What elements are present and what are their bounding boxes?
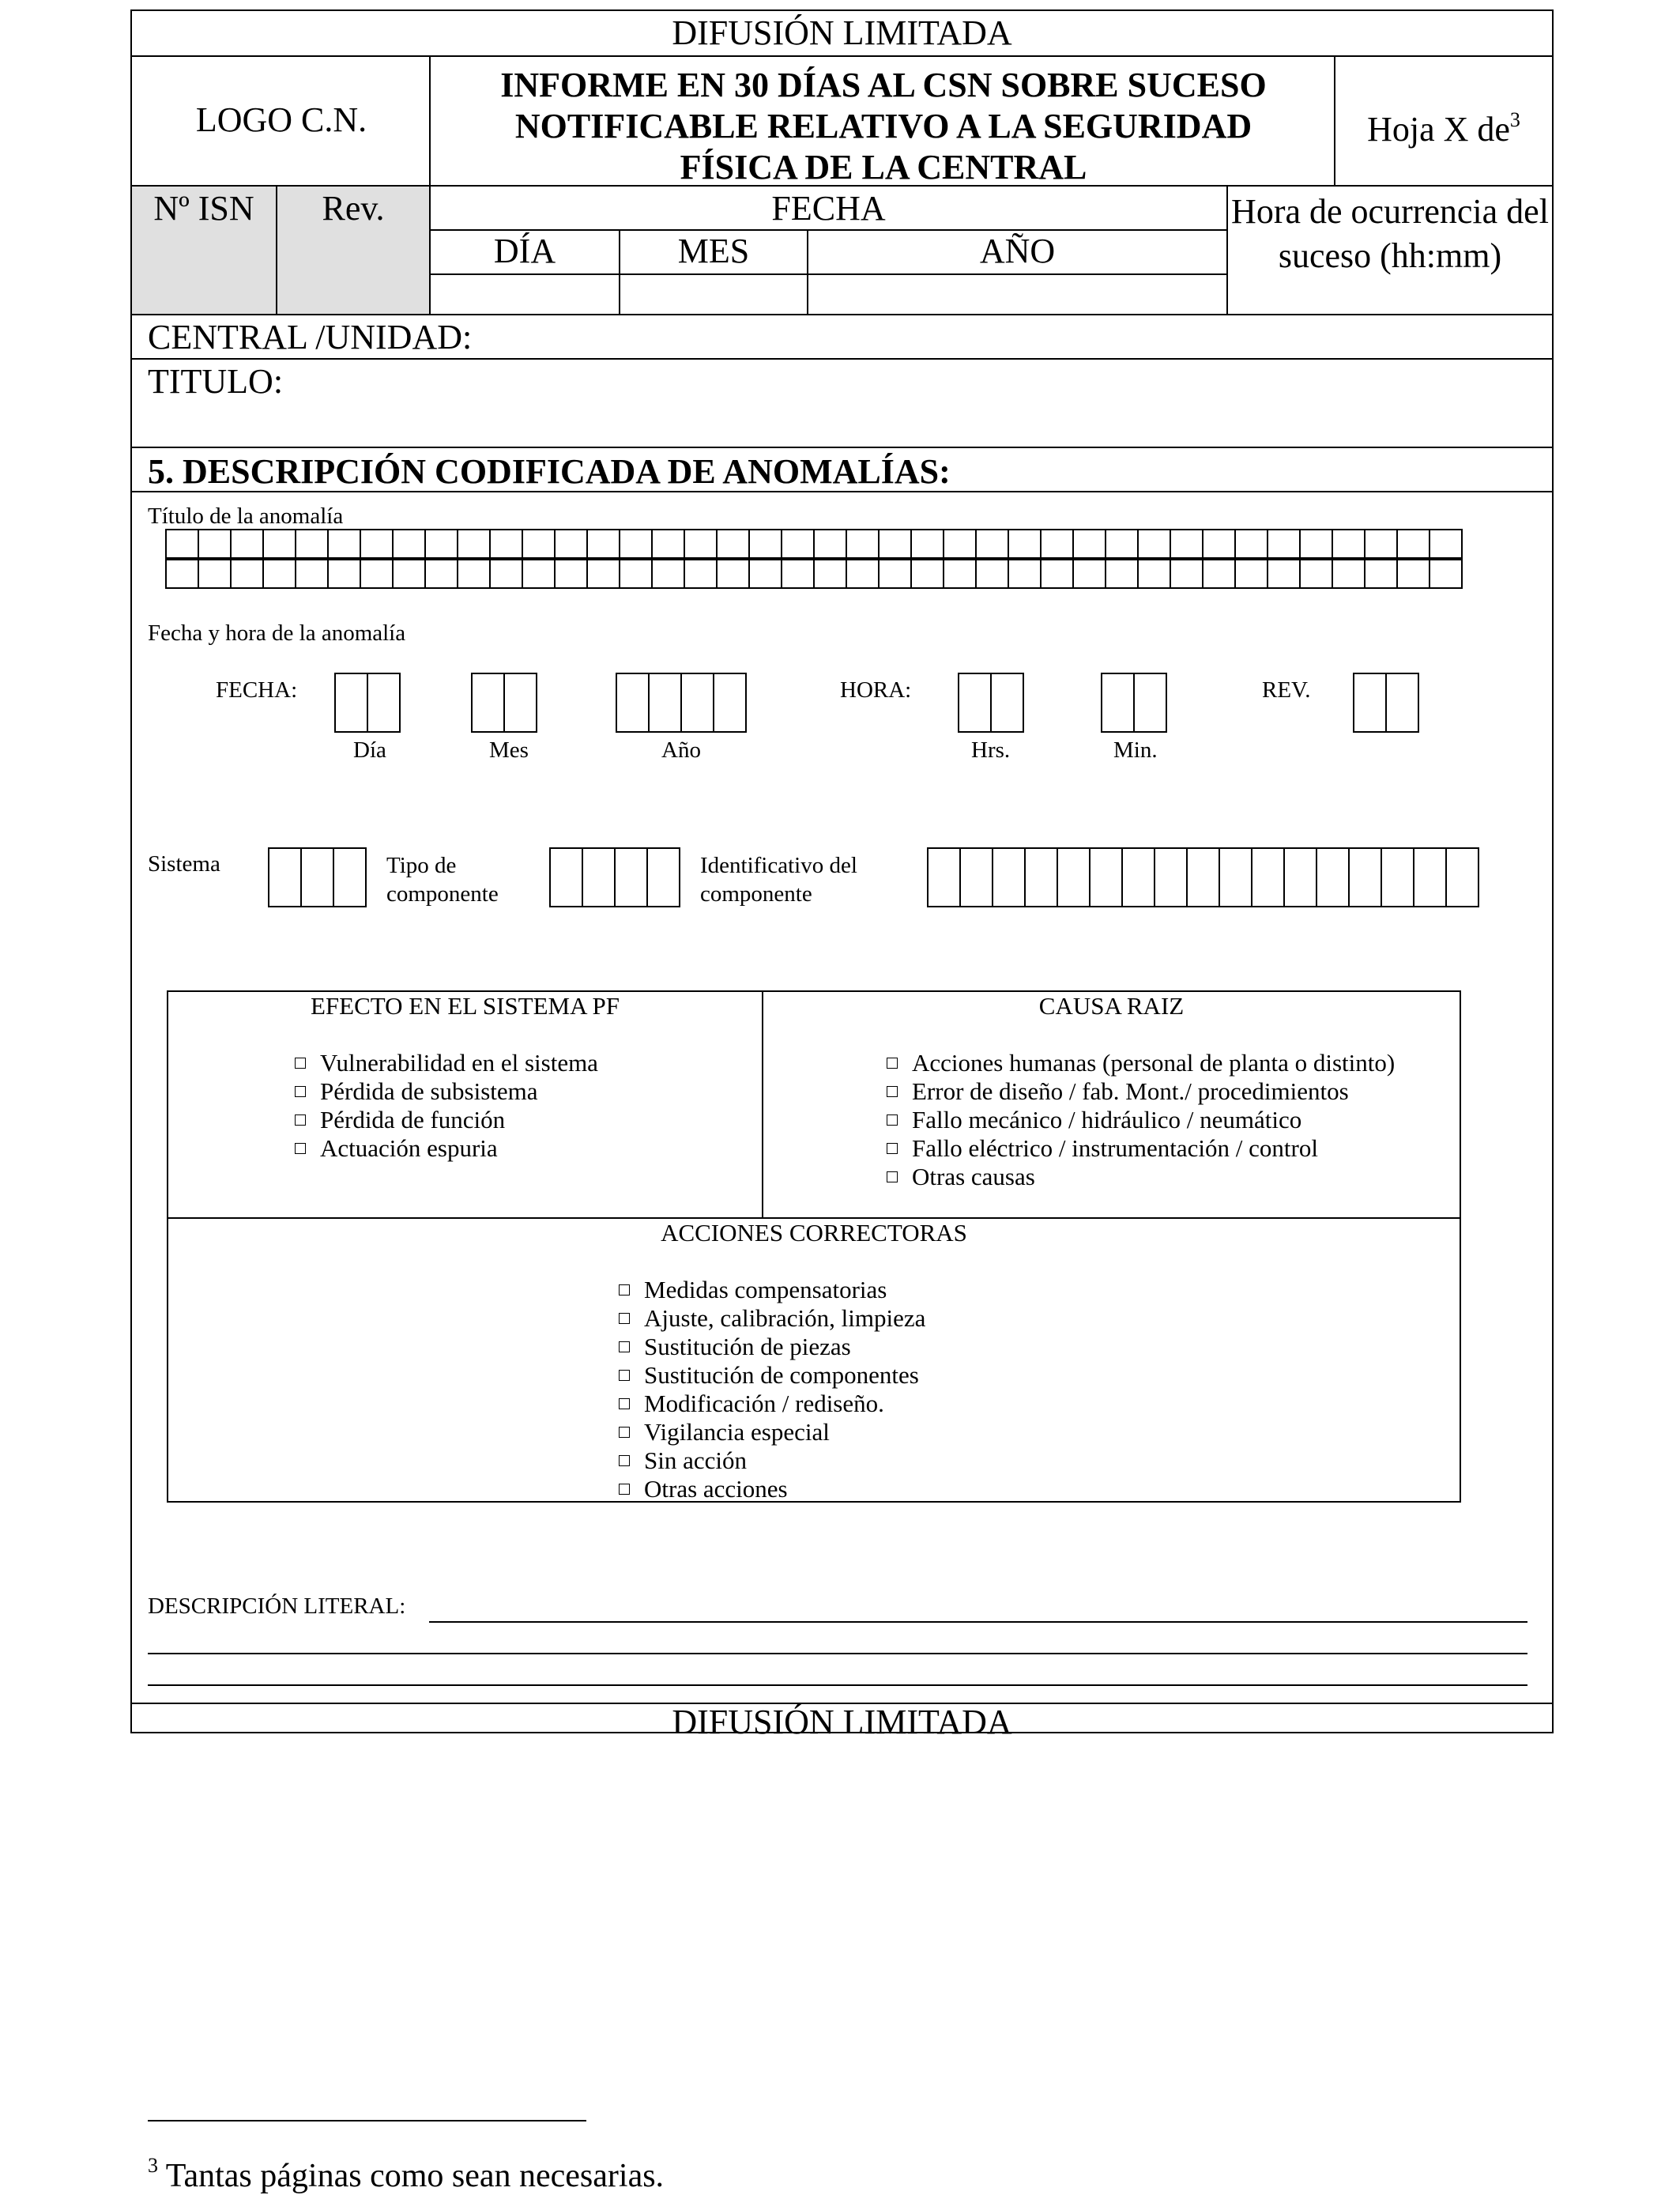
title-char-box[interactable]: [1137, 559, 1171, 589]
code-box[interactable]: [990, 673, 1024, 733]
code-box[interactable]: [503, 673, 537, 733]
title-char-box[interactable]: [813, 529, 847, 559]
code-box[interactable]: [614, 847, 648, 907]
rev-cell: [277, 187, 429, 314]
report-title-line2: NOTIFICABLE RELATIVO A LA SEGURIDAD: [514, 107, 1252, 145]
title-char-box[interactable]: [424, 529, 458, 559]
effect-heading: EFECTO EN EL SISTEMA PF: [311, 992, 620, 1020]
report-form: [130, 9, 1554, 1741]
distribution-bottom: DIFUSIÓN LIMITADA: [132, 1703, 1552, 1734]
title-char-box[interactable]: [586, 529, 620, 559]
checkbox-icon[interactable]: [619, 1341, 630, 1352]
rev-code-label: REV.: [1262, 677, 1311, 703]
central-row[interactable]: [132, 315, 1552, 360]
title-char-box[interactable]: [198, 529, 232, 559]
checkbox-icon[interactable]: [619, 1427, 630, 1438]
distribution-top: DIFUSIÓN LIMITADA: [672, 13, 1012, 52]
checkbox-icon[interactable]: [887, 1086, 898, 1097]
divider: [431, 229, 1226, 231]
ident-line2: componente: [700, 881, 812, 907]
cause-option-label: Error de diseño / fab. Mont./ procedimientos: [912, 1077, 1349, 1105]
title-char-box[interactable]: [1170, 559, 1203, 589]
title-char-box[interactable]: [1267, 529, 1301, 559]
tipo-line2: componente: [386, 881, 499, 907]
title-char-box[interactable]: [1234, 529, 1268, 559]
sheet-number: [1335, 101, 1552, 149]
mes-caption: Mes: [489, 737, 529, 763]
title-char-box[interactable]: [522, 559, 556, 589]
title-char-box[interactable]: [943, 529, 977, 559]
component-type-boxes[interactable]: [549, 847, 679, 907]
title-char-box[interactable]: [716, 559, 750, 589]
title-char-box[interactable]: [748, 529, 782, 559]
checkbox-icon[interactable]: [887, 1058, 898, 1069]
corrective-option-label: Ajuste, calibración, limpieza: [644, 1304, 926, 1332]
title-char-box[interactable]: [878, 559, 912, 589]
title-char-box[interactable]: [910, 529, 944, 559]
code-box[interactable]: [333, 847, 367, 907]
title-char-box[interactable]: [554, 559, 588, 589]
corrective-option[interactable]: [619, 1333, 925, 1361]
report-title-line3: FÍSICA DE LA CENTRAL: [680, 148, 1087, 187]
section-heading: 5. DESCRIPCIÓN CODIFICADA DE ANOMALÍAS:: [148, 452, 951, 491]
title-char-box[interactable]: [1137, 529, 1171, 559]
code-box[interactable]: [300, 847, 334, 907]
code-box[interactable]: [616, 673, 650, 733]
code-box[interactable]: [582, 847, 616, 907]
effect-options: [295, 1049, 598, 1163]
code-box[interactable]: [1353, 673, 1387, 733]
ident-line1: Identificativo del: [700, 853, 857, 878]
code-box[interactable]: [334, 673, 368, 733]
month-boxes[interactable]: [471, 673, 536, 733]
checkbox-icon[interactable]: [619, 1370, 630, 1381]
code-box[interactable]: [1348, 847, 1382, 907]
code-box[interactable]: [1121, 847, 1155, 907]
code-box[interactable]: [713, 673, 747, 733]
title-char-box[interactable]: [1105, 529, 1139, 559]
title-char-box[interactable]: [684, 529, 718, 559]
title-char-box[interactable]: [554, 529, 588, 559]
corrective-option-label: Medidas compensatorias: [644, 1276, 887, 1303]
sistema-label: Sistema: [148, 851, 220, 877]
corrective-option-label: Modificación / rediseño.: [644, 1390, 884, 1417]
title-char-box[interactable]: [262, 559, 296, 589]
checkbox-icon[interactable]: [619, 1284, 630, 1296]
code-box[interactable]: [1385, 673, 1419, 733]
anomaly-title-label: Título de la anomalía: [148, 503, 344, 529]
title-char-box[interactable]: [1332, 559, 1365, 589]
corrective-option[interactable]: [619, 1475, 925, 1503]
title-box-row: [165, 559, 1461, 589]
anio-caption: Año: [661, 737, 701, 763]
title-char-box[interactable]: [198, 559, 232, 589]
title-char-box[interactable]: [230, 529, 264, 559]
title-char-box[interactable]: [295, 559, 329, 589]
checkbox-icon[interactable]: [619, 1398, 630, 1409]
title-char-box[interactable]: [1429, 529, 1463, 559]
anio-input[interactable]: [808, 275, 1226, 314]
cause-option[interactable]: [887, 1163, 1395, 1191]
anomaly-title-boxes[interactable]: [165, 529, 1461, 589]
title-char-box[interactable]: [457, 559, 491, 589]
title-char-box[interactable]: [716, 529, 750, 559]
title-char-box[interactable]: [392, 529, 426, 559]
code-box[interactable]: [959, 847, 993, 907]
hrs-caption: Hrs.: [971, 737, 1011, 763]
code-box[interactable]: [1186, 847, 1220, 907]
title-char-box[interactable]: [1202, 529, 1236, 559]
section-body: [132, 492, 1552, 1692]
title-char-box[interactable]: [392, 559, 426, 589]
title-char-box[interactable]: [975, 529, 1009, 559]
code-box[interactable]: [680, 673, 714, 733]
title-char-box[interactable]: [1299, 559, 1333, 589]
effect-option[interactable]: [295, 1077, 598, 1106]
title-char-box[interactable]: [165, 529, 199, 559]
title-char-box[interactable]: [1008, 559, 1042, 589]
title-char-box[interactable]: [1170, 529, 1203, 559]
title-char-box[interactable]: [813, 559, 847, 589]
code-box[interactable]: [268, 847, 302, 907]
identificativo-label: [700, 851, 857, 908]
tipo-line1: Tipo de: [386, 853, 457, 878]
title-char-box[interactable]: [975, 559, 1009, 589]
hora-code-label: HORA:: [840, 677, 912, 703]
code-box[interactable]: [1251, 847, 1285, 907]
footnote-separator: [148, 2120, 586, 2121]
title-char-box[interactable]: [878, 529, 912, 559]
code-box[interactable]: [1413, 847, 1447, 907]
code-box[interactable]: [992, 847, 1026, 907]
classification-table: [167, 990, 1461, 1503]
title-row: [132, 57, 1552, 187]
code-box[interactable]: [1283, 847, 1317, 907]
logo-placeholder: LOGO C.N.: [195, 100, 367, 139]
title-char-box[interactable]: [748, 559, 782, 589]
corrective-option-label: Sustitución de componentes: [644, 1361, 919, 1389]
title-char-box[interactable]: [1040, 529, 1074, 559]
fecha-code-label: FECHA:: [216, 677, 298, 703]
year-boxes[interactable]: [616, 673, 745, 733]
hora-line2: suceso (hh:mm): [1278, 236, 1502, 275]
code-box[interactable]: [1445, 847, 1479, 907]
title-char-box[interactable]: [522, 529, 556, 559]
checkbox-icon[interactable]: [619, 1455, 630, 1466]
dia-label: DÍA: [493, 232, 556, 270]
date-time-label: Fecha y hora de la anomalía: [148, 620, 406, 646]
corrective-options: [619, 1276, 925, 1503]
effect-option-label: Actuación espuria: [320, 1134, 498, 1162]
rev-boxes[interactable]: [1353, 673, 1418, 733]
corrective-heading: ACCIONES CORRECTORAS: [661, 1219, 967, 1246]
isn-cell: [132, 187, 276, 314]
minute-boxes[interactable]: [1101, 673, 1166, 733]
code-box[interactable]: [1219, 847, 1252, 907]
checkbox-icon[interactable]: [295, 1114, 306, 1126]
effect-option-label: Vulnerabilidad en el sistema: [320, 1049, 598, 1077]
cause-option[interactable]: [887, 1134, 1395, 1163]
title-char-box[interactable]: [1040, 559, 1074, 589]
title-char-box[interactable]: [230, 559, 264, 589]
code-box[interactable]: [1133, 673, 1167, 733]
effect-option-label: Pérdida de función: [320, 1106, 506, 1133]
hour-boxes[interactable]: [958, 673, 1023, 733]
checkbox-icon[interactable]: [619, 1313, 630, 1324]
checkbox-icon[interactable]: [295, 1143, 306, 1154]
corrective-option-label: Sin acción: [644, 1446, 747, 1474]
isn-label: Nº ISN: [153, 189, 254, 228]
code-box[interactable]: [1057, 847, 1090, 907]
title-char-box[interactable]: [1364, 559, 1398, 589]
code-box[interactable]: [1089, 847, 1123, 907]
fecha-label: FECHA: [771, 189, 886, 228]
title-char-box[interactable]: [295, 529, 329, 559]
effect-option[interactable]: [295, 1134, 598, 1163]
title-char-box[interactable]: [360, 529, 394, 559]
checkbox-icon[interactable]: [887, 1143, 898, 1154]
title-char-box[interactable]: [457, 529, 491, 559]
footnote: [148, 2147, 664, 2195]
title-char-box[interactable]: [846, 529, 880, 559]
literal-line-1[interactable]: [429, 1621, 1527, 1623]
distribution-top-row: [132, 11, 1552, 57]
checkbox-icon[interactable]: [295, 1086, 306, 1097]
central-label: CENTRAL /UNIDAD:: [148, 318, 473, 356]
title-char-box[interactable]: [1072, 559, 1106, 589]
title-char-box[interactable]: [262, 529, 296, 559]
title-char-box[interactable]: [360, 559, 394, 589]
title-char-box[interactable]: [684, 559, 718, 589]
title-char-box[interactable]: [781, 559, 815, 589]
title-char-box[interactable]: [1072, 529, 1106, 559]
mes-label: MES: [677, 232, 750, 270]
title-char-box[interactable]: [651, 559, 685, 589]
corrective-option-label: Vigilancia especial: [644, 1418, 830, 1446]
corrective-option[interactable]: [619, 1304, 925, 1333]
title-char-box[interactable]: [910, 559, 944, 589]
title-char-box[interactable]: [1364, 529, 1398, 559]
titulo-row[interactable]: [132, 360, 1552, 448]
code-box[interactable]: [646, 847, 680, 907]
checkbox-icon[interactable]: [887, 1171, 898, 1182]
corrective-option[interactable]: [619, 1418, 925, 1446]
literal-line-2[interactable]: [148, 1653, 1527, 1654]
hora-ocurrencia: [1228, 190, 1552, 278]
title-char-box[interactable]: [619, 559, 653, 589]
hora-line1: Hora de ocurrencia del: [1231, 192, 1549, 231]
title-char-box[interactable]: [1008, 529, 1042, 559]
cause-options: [887, 1049, 1395, 1191]
effect-panel: [168, 992, 762, 1217]
divider: [619, 231, 620, 314]
title-char-box[interactable]: [424, 559, 458, 589]
corrective-option[interactable]: [619, 1276, 925, 1304]
footnote-mark: 3: [148, 2154, 158, 2177]
checkbox-icon[interactable]: [295, 1058, 306, 1069]
literal-label: DESCRIPCIÓN LITERAL:: [148, 1593, 406, 1619]
code-box[interactable]: [1316, 847, 1350, 907]
code-box[interactable]: [927, 847, 961, 907]
cause-option-label: Fallo eléctrico / instrumentación / control: [912, 1134, 1318, 1162]
footnote-ref: 3: [1509, 108, 1520, 131]
title-char-box[interactable]: [327, 529, 361, 559]
dia-caption: Día: [353, 737, 386, 763]
code-box[interactable]: [367, 673, 401, 733]
code-box[interactable]: [958, 673, 992, 733]
footnote-text: Tantas páginas como sean necesarias.: [165, 2158, 665, 2194]
code-box[interactable]: [1024, 847, 1058, 907]
title-char-box[interactable]: [327, 559, 361, 589]
title-char-box[interactable]: [1267, 559, 1301, 589]
title-char-box[interactable]: [165, 559, 199, 589]
min-caption: Min.: [1113, 737, 1158, 763]
corrective-option-label: Sustitución de piezas: [644, 1333, 851, 1360]
title-char-box[interactable]: [1332, 529, 1365, 559]
title-char-box[interactable]: [781, 529, 815, 559]
corrective-option[interactable]: [619, 1390, 925, 1418]
code-box[interactable]: [471, 673, 505, 733]
titulo-label: TITULO:: [148, 362, 284, 401]
title-char-box[interactable]: [489, 559, 523, 589]
title-char-box[interactable]: [1202, 559, 1236, 589]
system-boxes[interactable]: [268, 847, 365, 907]
cause-option[interactable]: [887, 1077, 1395, 1106]
effect-option[interactable]: [295, 1106, 598, 1134]
effect-option[interactable]: [295, 1049, 598, 1077]
title-box-row: [165, 529, 1461, 559]
cause-option-label: Fallo mecánico / hidráulico / neumático: [912, 1106, 1302, 1133]
tipo-componente-label: [386, 851, 499, 908]
checkbox-icon[interactable]: [619, 1484, 630, 1495]
corrective-panel: [168, 1219, 1460, 1501]
title-char-box[interactable]: [586, 559, 620, 589]
code-box[interactable]: [1154, 847, 1188, 907]
code-box[interactable]: [1101, 673, 1135, 733]
dia-input[interactable]: [431, 275, 619, 314]
corrective-option[interactable]: [619, 1361, 925, 1390]
corrective-option[interactable]: [619, 1446, 925, 1475]
title-char-box[interactable]: [651, 529, 685, 559]
cause-option[interactable]: [887, 1049, 1395, 1077]
code-box[interactable]: [549, 847, 583, 907]
report-title-line1: INFORME EN 30 DÍAS AL CSN SOBRE SUCESO: [500, 66, 1267, 104]
code-box[interactable]: [1381, 847, 1414, 907]
corrective-option-label: Otras acciones: [644, 1475, 788, 1503]
cause-heading: CAUSA RAIZ: [1038, 992, 1185, 1020]
title-char-box[interactable]: [943, 559, 977, 589]
title-char-box[interactable]: [1429, 559, 1463, 589]
mes-input[interactable]: [620, 275, 807, 314]
day-boxes[interactable]: [334, 673, 399, 733]
code-box[interactable]: [648, 673, 682, 733]
checkbox-icon[interactable]: [887, 1114, 898, 1126]
meta-row: [132, 187, 1552, 315]
component-id-boxes[interactable]: [927, 847, 1478, 907]
title-char-box[interactable]: [1234, 559, 1268, 589]
title-char-box[interactable]: [846, 559, 880, 589]
cause-panel: [763, 992, 1460, 1217]
title-char-box[interactable]: [1396, 529, 1430, 559]
literal-line-3[interactable]: [148, 1684, 1527, 1686]
divider: [807, 231, 808, 314]
rev-label: Rev.: [322, 189, 385, 228]
cause-option-label: Otras causas: [912, 1163, 1035, 1190]
title-char-box[interactable]: [489, 529, 523, 559]
report-title: [431, 65, 1336, 188]
title-char-box[interactable]: [619, 529, 653, 559]
sheet-label: Hoja X de: [1367, 110, 1510, 149]
cause-option[interactable]: [887, 1106, 1395, 1134]
cause-option-label: Acciones humanas (personal de planta o distinto): [912, 1049, 1396, 1077]
effect-option-label: Pérdida de subsistema: [320, 1077, 538, 1105]
anio-label: AÑO: [979, 232, 1056, 270]
title-char-box[interactable]: [1396, 559, 1430, 589]
title-char-box[interactable]: [1105, 559, 1139, 589]
section-heading-row: [132, 448, 1552, 492]
title-char-box[interactable]: [1299, 529, 1333, 559]
